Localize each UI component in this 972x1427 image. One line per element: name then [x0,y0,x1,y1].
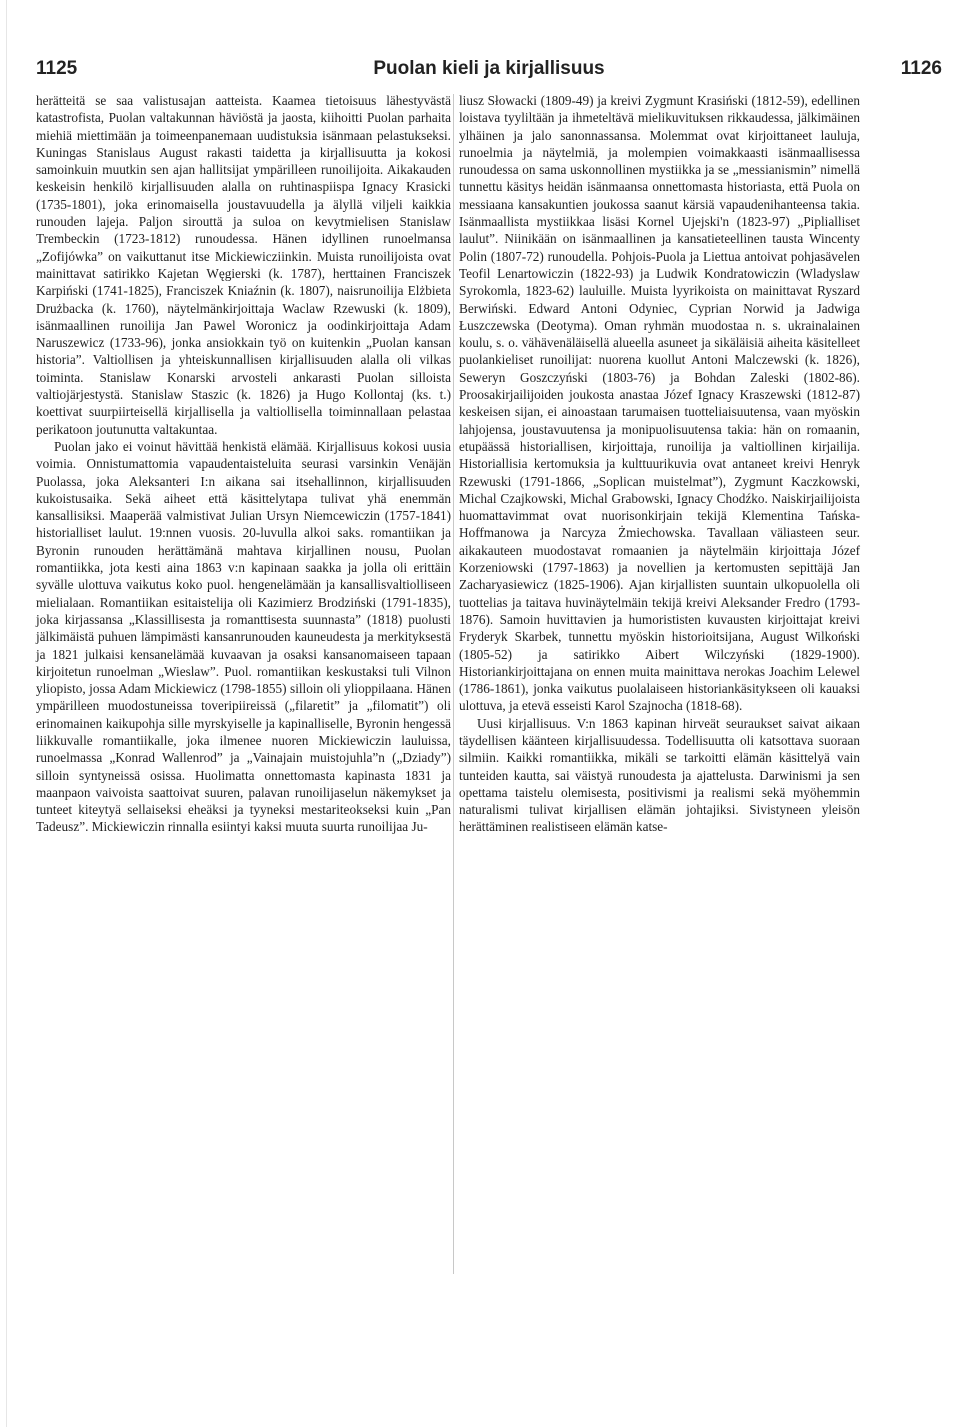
paragraph: Puolan jako ei voinut hävittää henkistä elämää. Kirjallisuus kokosi uusia voimia. Onnistumattomia vapaudentaisteluita seurasi varsinkin Venäjän Puolassa, joka Aleksanteri I:n aikana sai itsehallinnon, kirjallisuuden kukoistusaika. Sekä aiheet että käsittelytapa tulivat yhä enemmän kansallisiksi. Maaperää valmistivat Julian Ursyn Niemcewiczin (1757-1841) historialliset laulut. 19:nnen vuosis. 20-luvulla alkoi saks. romantiikan ja Byronin runouden herättämänä mahtava kirjallinen nousu, Puolan romantiikka, jota kesti aina 1863 v:n kapinaan saakka ja jolla oli erittäin syvälle ulottuva vaikutus koko puol. hengenelämään ja kansallisvaltiolliseen mielialaan. Romantiikan esitaistelija oli Kazimierz Brodziński (1791-1835), joka kirjassansa „Klassillisesta ja romanttisesta suunnasta” (1818) puolusti jälkimäistä puhuen lämpimästi kansanrunouden kauneudesta ja merkityksestä ja 1821 julkaisi kensanelämää kuvaavan ja osaksi kansanomaiseen tapaan kirjoitetun runoelman „Wieslaw”. Puol. romantiikan keskustaksi tuli Vilnon yliopisto, jossa Adam Mickiewicz (1798-1855) silloin oli ylioppilaana. Hänen ympärilleen muodostuneissa toveripiireissä („filaretit” ja „filomatit”) oli erinomainen kaikupohja sille myrskyiselle ja kapinalliselle, Byronin hengessä liikkuvalle romantiikalle, joka ilmenee nuoren Mickiewiczin lauluissa, runoelmassa „Konrad Wallenrod” ja „Vainajain muistojuhla”n („Dziady”) silloin syntyneissä osissa. Huolimatta onnettomasta kapinasta 1831 ja maanpaon vaivoista saattoivat suuren, palavan runoilijaselun näkemykset ja tunteet kiteytyä sellaiseksi eheäksi ja tyyneksi mestariteokseksi kuin „Pan Tadeusz”. Mickiewiczin rinnalla esiintyi kaksi muuta suurta runoilijaa Ju- [36,438,451,835]
binding-edge-line [6,0,7,1427]
column-divider [453,94,454,1274]
left-column [36,92,451,836]
paragraph: Uusi kirjallisuus. V:n 1863 kapinan hirveät seuraukset saivat aikaan täydellisen käänteen kirjallisuudessa. Todellisuutta oli katsottava suoraan silmiin. Kaikki romantiikka, mikäli se tarkoitti elämän käsittelyä vain tunteiden kautta, sai väistyä runoudesta ja ajattelusta. Darwinismi ja sen opettama taistelu olemisesta, positivismi ja realismi sekä myöhemmin naturalismi tulivat kirjallisen elämän johtajiksi. Sivistyneen yleisön herättäminen realistiseen elämän katse- [459,715,860,835]
page-number-right: 1126 [900,58,942,79]
right-column [459,92,860,836]
paragraph: liusz Słowacki (1809-49) ja kreivi Zygmunt Krasiński (1812-59), edellinen loistava tyyliltään ja ihmeteltävä mielikuvituksen rikkaudessa, jälkimäinen ylhäinen ja jalo sanonnassansa. Molemmat ovat kirjoittaneet lauluja, runoelmia ja näytelmiä, ja molempien voimakkaasti isänmaallisessa runoudessa on sama uskonnollinen mystiikka ja se „messianismin” nimellä tunnettu käsitys heidän isänmaansa onnettomasta historiasta, että Puola on messiaana kansakuntien joukossa saanut kärsiä vapaudenihanteensa takia. Isänmaallista mystiikkaa lisäsi Kornel Ujejski'n (1823-97) „Piplialliset laulut”. Niinikään on isänmaallinen ja kansatieteellinen tausta Wincenty Polin (1807-72) runoudella. Pohjois-Puola ja Liettua antoivat pohjasävelen Teofil Lenartowiczin (1822-93) ja Ludwik Kondratowiczin (Wladyslaw Syrokomla, 1823-62) lauluille. Muista lyyrikoista on mainittavat Ryszard Berwiński. Edward Antoni Odyniec, Cyprian Norwid ja Jadwiga Łuszczewska (Deotyma). Oman ryhmän muodostaa n. s. ukrainalainen koulu, s. o. vähävenäläisellä alueella asuneet ja sikäläisiä aiheita käsitelleet puolankieliset runoilijat: nuorena kuollut Antoni Malczewski (k. 1826), Seweryn Goszczyński (1803-76) ja Bohdan Zaleski (1802-86). Proosakirjailijoiden joukosta anastaa Józef Ignacy Kraszewski (1812-87) keskeisen sijan, ei ainoastaan tarumaisen tuotteliaisuutensa, vaan myöskin lahjojensa, joustavuutensa ja monipuolisuutensa takia: hän on romaanin, etupäässä historiallisen, kirjoittaja, runoilija ja valtiollinen kirjailija. Historiallisia kertomuksia ja kulttuurikuvia ovat antaneet kreivi Henryk Rzewuski (1791-1866, „Soplican muistelmat”), Zygmunt Kaczkowski, Michal Czajkowski, Michal Grabowski, Ignacy Chodźko. Naiskirjailijoista huomattavimmat ovat nuorisonkirjain tekijä Klementina Tańska-Hoffmanowa ja Narcyza Żmiechowska. Tavallaan väliasteen seur. aikakauteen muodostavat romaanien ja näytelmäin kirjoittaja Józef Korzeniowski (1797-1863) ja novellien ja kertomusten sepittäjä Jan Zacharyasiewicz (1825-1906). Ajan kirjallisten suuntain ulkopuolella oli tuottelias ja taitava huvinäytelmäin tekijä kreivi Aleksander Fredro (1793-1876). Samoin huvittavien ja humorististen kuvausten kirjoittajat kreivi Fryderyk Skarbek, tunnettu myöskin historioitsijana, August Wilkoński (1805-52) ja satirikko Aibert Wilczyński (1829-1900). Historiankirjoittajana on ennen muita mainittava nerokas Joachim Lelewel (1786-1861), jonka vaikutus puolalaiseen historiankäsitykseen oli kauaksi ulottuva, ja etevä esseisti Karol Szajnocha (1818-68). [459,93,860,714]
running-title: Puolan kieli ja kirjallisuus [373,58,605,79]
page-number-left: 1125 [36,58,78,79]
page-header [36,58,942,86]
paragraph: herätteitä se saa valistusajan aatteista. Kaamea tietoisuus lähestyvästä katastrofista, Puolan valtakunnan häviöstä ja jaosta, kiihoitti Puolan parhaita miehiä miettimään ja toimeenpanemaan uudistuksia isänmaan pelastukseksi. Kuningas Stanislaus August rakasti taidetta ja kirjallisuutta ja kokosi samoinkuin muutkin sen ajan hallitsijat ympärilleen runoilijoita. Aikakauden keskeisin henkilö kirjallisuuden alalla on ruhtinaspiispa Ignacy Krasicki (1735-1801), joka erinomaisella joustavuudella ja älyllä viljeli kaikkia runouden lajeja. Paljon sirouttä ja suloa on kevytmielisen Stanislaw Trembeckin (1723-1812) runoudessa. Hänen idyllinen runoelmansa „Zofijówka” on vaikuttanut itse Mickiewicziinkin. Muista runoilijoista ovat mainittavat satirikko Kajetan Węgierski (k. 1787), herttainen Franciszek Karpiński (1741-1825), Franciszek Kniaźnin (k. 1807), naisrunoilija Elżbieta Drużbacka (k. 1760), näytelmänkirjoittaja Waclaw Rzewuski (k. 1809), isänmaallinen runoilija Jan Pawel Woronicz ja oodinkirjoittaja Adam Naruszewicz (1733-96), jonka ansiokkain työ on kuitenkin „Puolan kansan historia”. Valtiollisen ja yhteiskunnallisen kirjallisuuden alalla oli vilkas toiminta. Stanislaw Konarski arvosteli ankarasti Puolan silloista valtiojärjestystä. Stanislaw Staszic (k. 1826) ja Hugo Kollontaj (ks. t.) koettivat suurpiirteisellä kirjallisella ja valtiollisella toiminnallaan pelastaa perikatoon joutunutta valtakuntaa. [36,93,451,437]
